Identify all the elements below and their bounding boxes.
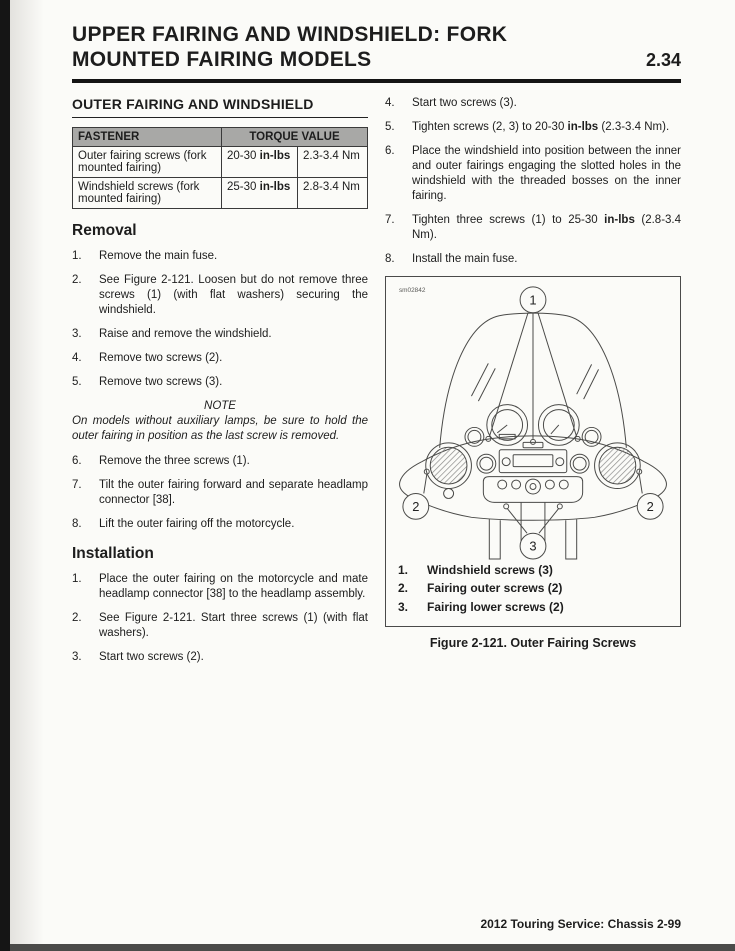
- installation-step: [385, 144, 681, 204]
- step-number: 8.: [72, 518, 82, 531]
- step-number: 8.: [385, 252, 395, 265]
- legend-item: [398, 598, 668, 617]
- torque-metric-cell: 2.3-3.4 Nm: [298, 147, 368, 178]
- step-number: 6.: [385, 145, 395, 158]
- fork-tube-left: [489, 519, 500, 559]
- removal-step: [72, 273, 368, 318]
- callout-label-3: 3: [529, 538, 537, 554]
- removal-step: [72, 454, 368, 469]
- installation-step: [72, 650, 368, 665]
- torque-value: 25-30: [227, 181, 257, 194]
- figure-box: [385, 276, 681, 627]
- step-text: Place the outer fairing on the motorcycle and mate headlamp connector [38] to the headlamp assembly.: [99, 573, 368, 600]
- installation-step: [72, 572, 368, 602]
- removal-step: [72, 517, 368, 532]
- step-number: 3.: [72, 650, 82, 663]
- torque-us-cell: [222, 178, 298, 209]
- installation-heading: Installation: [72, 545, 154, 563]
- header-fastener: FASTENER: [73, 128, 222, 147]
- legend-text: Windshield screws (3): [427, 562, 553, 577]
- callout-label-1: 1: [529, 292, 537, 308]
- step-text-bold: in-lbs: [604, 214, 635, 226]
- fork-tube-right: [566, 519, 577, 559]
- installation-step: [385, 252, 681, 267]
- step-text: [412, 213, 681, 243]
- step-text: [412, 96, 681, 111]
- removal-step: [72, 351, 368, 366]
- step-text: Start two screws (2).: [99, 650, 204, 663]
- step-text: Remove the main fuse.: [99, 250, 218, 263]
- left-column: [72, 96, 368, 673]
- step-text-pre: Tighten three screws (1) to 25-30: [412, 214, 605, 226]
- legend-number: 3.: [398, 600, 409, 614]
- step-text-post: (2.3-3.4 Nm).: [598, 121, 670, 134]
- step-text-pre: Install the main fuse.: [412, 252, 518, 265]
- step-text-pre: Tighten screws (2, 3) to 20-30: [412, 121, 568, 134]
- callout-label-2-right: 2: [646, 498, 654, 514]
- doc-header: [72, 22, 681, 83]
- step-text: [412, 144, 681, 204]
- step-text-pre: Place the windshield into position between the inner and outer fairings engaging the slotted holes in the windshield with the threaded bosses on the inner fairing.: [412, 145, 681, 203]
- step-text: Tilt the outer fairing forward and separate headlamp connector [38].: [99, 479, 368, 507]
- page-title: [72, 22, 507, 72]
- legend-text: Fairing outer screws (2): [427, 581, 563, 596]
- torque-us-cell: [222, 147, 298, 178]
- header-torque-value: TORQUE VALUE: [222, 128, 368, 147]
- fairing-lower-screw: [557, 504, 562, 509]
- removal-heading: Removal: [72, 222, 137, 240]
- installation-step: [385, 213, 681, 243]
- section-number: 2.34: [645, 50, 681, 71]
- removal-step: [72, 249, 368, 264]
- installation-step: [385, 96, 681, 111]
- torque-value: 20-30: [227, 150, 257, 163]
- table-row: [73, 147, 368, 178]
- step-number: 7.: [72, 479, 82, 492]
- legend-text: Fairing lower screws (2): [427, 600, 564, 614]
- step-number: 1.: [72, 250, 82, 263]
- step-text: Remove two screws (2).: [99, 352, 223, 365]
- step-number: 5.: [385, 121, 395, 134]
- page-title-line2: MOUNTED FAIRING MODELS: [72, 48, 372, 72]
- fastener-cell: Outer fairing screws (fork mounted fairing): [73, 147, 222, 178]
- step-number: 4.: [385, 97, 395, 110]
- step-text-post: (2.8-3.4 Nm).: [412, 214, 682, 241]
- removal-step: [72, 375, 368, 390]
- legend-item: [398, 579, 668, 598]
- step-number: 1.: [72, 573, 82, 586]
- step-text: [412, 120, 681, 135]
- fairing-diagram: [386, 277, 680, 561]
- removal-step: [72, 327, 368, 342]
- step-text: Raise and remove the windshield.: [99, 328, 272, 341]
- note-text: On models without auxiliary lamps, be sure to hold the outer fairing in position as the last screw is removed.: [72, 414, 368, 443]
- step-text: Remove two screws (3).: [99, 376, 223, 388]
- figure-legend: [386, 561, 680, 626]
- fastener-cell: Windshield screws (fork mounted fairing): [73, 178, 222, 209]
- page-content: [72, 22, 681, 674]
- page-title-line1: UPPER FAIRING AND WINDSHIELD: FORK: [72, 23, 508, 46]
- section-heading: OUTER FAIRING AND WINDSHIELD: [72, 96, 368, 118]
- step-text: [412, 252, 681, 267]
- step-number: 7.: [385, 214, 395, 226]
- scan-edge-bottom: [10, 944, 735, 951]
- callout-label-2-left: 2: [412, 498, 420, 514]
- legend-number: 1.: [398, 562, 409, 577]
- legend-number: 2.: [398, 581, 409, 596]
- step-text: Remove the three screws (1).: [99, 455, 250, 468]
- step-text-pre: Start two screws (3).: [412, 97, 517, 110]
- step-number: 4.: [72, 352, 82, 365]
- table-header-row: [73, 128, 368, 147]
- torque-table: [72, 127, 368, 209]
- torque-unit: in-lbs: [259, 181, 291, 194]
- step-text: See Figure 2-121. Loosen but do not remove three screws (1) (with flat washers) securing the windshield.: [99, 274, 368, 317]
- scan-shadow: [10, 0, 44, 951]
- installation-step: [72, 611, 368, 641]
- right-column: [385, 96, 681, 673]
- ignition-switch: [526, 479, 541, 494]
- torque-metric-cell: 2.8-3.4 Nm: [298, 178, 368, 209]
- note-label: NOTE: [204, 399, 236, 412]
- table-row: [73, 178, 368, 209]
- step-number: 3.: [72, 328, 82, 341]
- radio-unit: [499, 450, 567, 473]
- step-text: See Figure 2-121. Start three screws (1) (with flat washers).: [99, 611, 368, 639]
- step-text-bold: in-lbs: [567, 121, 599, 134]
- page-footer: 2012 Touring Service: Chassis 2-99: [480, 917, 681, 931]
- legend-item: [398, 561, 668, 580]
- installation-step: [385, 120, 681, 135]
- drawing-id: sm02842: [398, 286, 426, 294]
- removal-step: [72, 478, 368, 508]
- torque-unit: in-lbs: [259, 150, 291, 163]
- scan-edge-left: [0, 0, 10, 951]
- step-number: 2.: [72, 611, 82, 624]
- step-number: 6.: [72, 455, 82, 468]
- step-text: Lift the outer fairing off the motorcycle.: [99, 518, 295, 531]
- fairing-lower-screw: [504, 504, 509, 509]
- step-number: 2.: [72, 274, 82, 287]
- figure-caption: Figure 2-121. Outer Fairing Screws: [429, 635, 637, 650]
- step-number: 5.: [72, 376, 82, 388]
